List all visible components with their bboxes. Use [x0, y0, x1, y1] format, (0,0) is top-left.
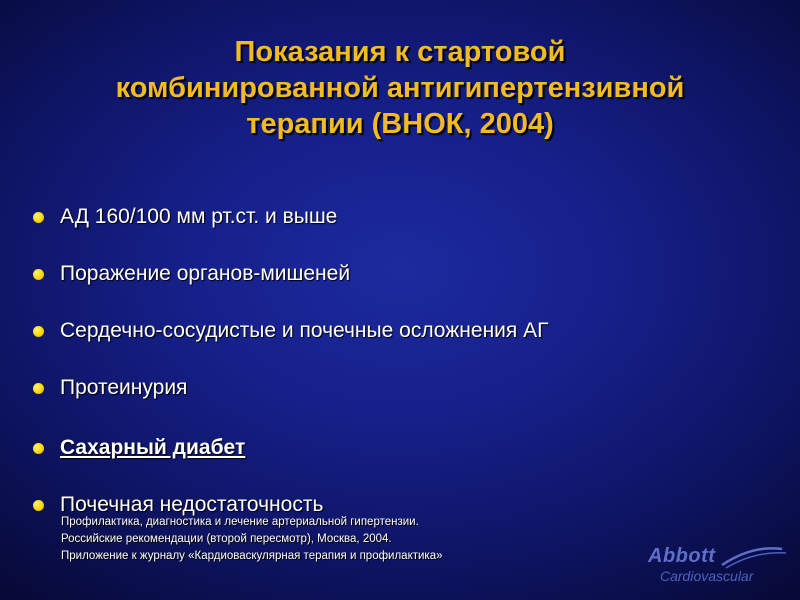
bullet-text: АД 160/100 мм рт.ст. и выше — [60, 205, 338, 228]
bullet-text: Поражение органов-мишеней — [60, 262, 351, 285]
bullet-dot-icon — [33, 269, 44, 280]
bullet-dot-icon — [33, 443, 44, 454]
logo-name: Abbott — [648, 545, 716, 567]
title-line-1: Показания к стартовой — [234, 36, 566, 68]
bullet-text: Сердечно-сосудистые и почечные осложнения АГ — [60, 319, 549, 342]
abbott-logo — [640, 543, 790, 589]
title-line-2: комбинированной антигипертензивной — [115, 72, 685, 104]
bullet-dot-icon — [33, 383, 44, 394]
title-line-3: терапии (ВНОК, 2004) — [246, 108, 554, 140]
reference-line-3: Приложение к журналу «Кардиоваскулярная терапия и профилактика» — [61, 550, 443, 562]
bullet-text: Почечная недостаточность — [60, 493, 324, 516]
bullet-dot-icon — [33, 500, 44, 511]
reference-line-2: Российские рекомендации (второй пересмотр), Москва, 2004. — [61, 533, 392, 545]
slide-title — [0, 34, 800, 142]
bullet-dot-icon — [33, 326, 44, 337]
reference-line-1: Профилактика, диагностика и лечение артериальной гипертензии. — [61, 516, 419, 528]
bullet-dot-icon — [33, 212, 44, 223]
reference-note — [61, 514, 443, 565]
bullet-text-emphasized: Сахарный диабет — [60, 436, 246, 459]
bullet-text: Протеинурия — [60, 376, 188, 399]
logo-subtitle: Cardiovascular — [660, 568, 754, 584]
